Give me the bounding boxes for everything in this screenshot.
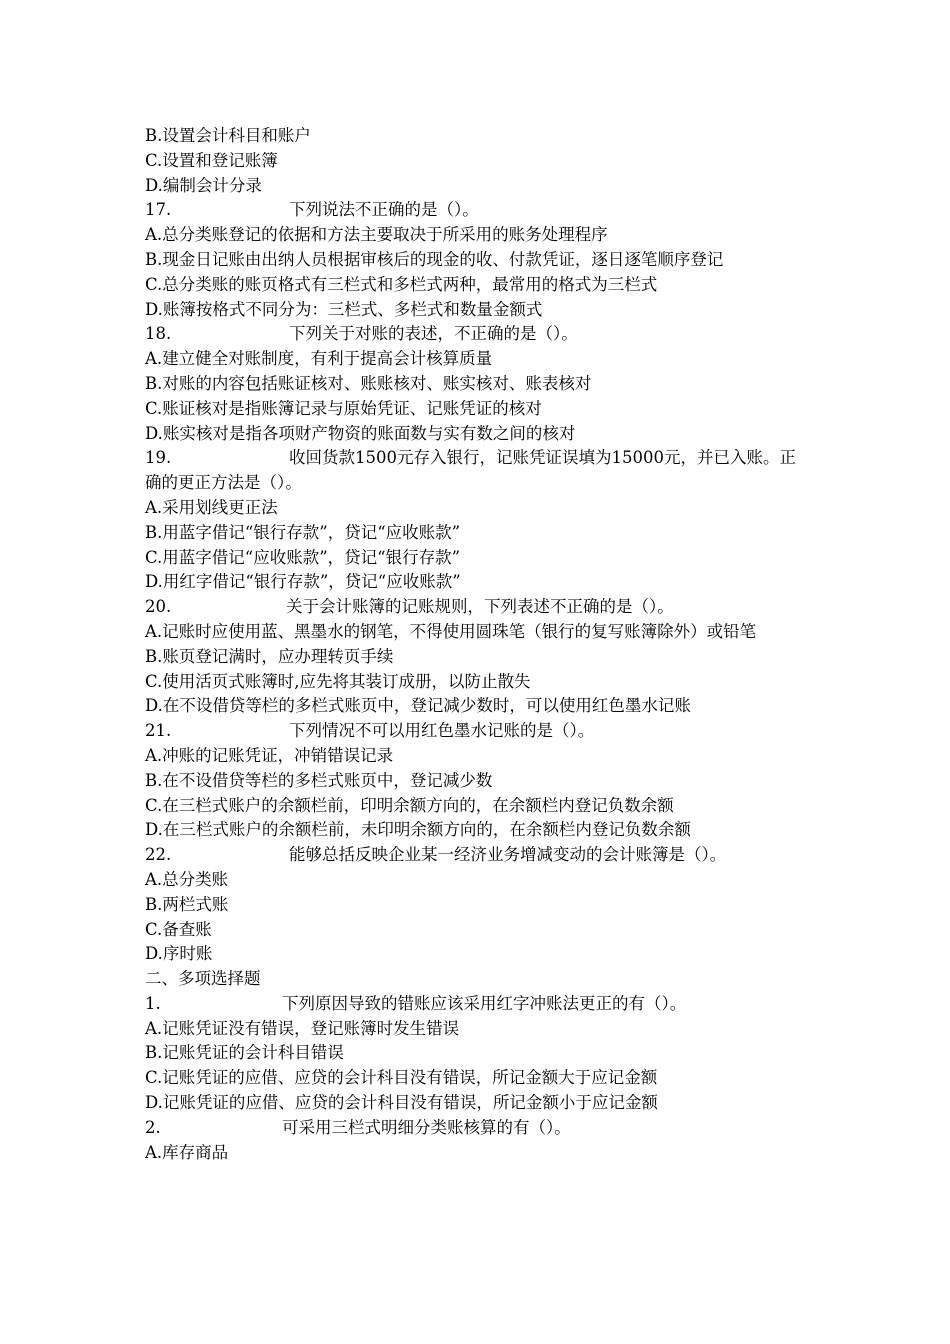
- question-text: 关于会计账簿的记账规则，下列表述不正确的是（）。: [286, 597, 674, 617]
- multi-question-2: [145, 1116, 810, 1141]
- section-heading-multiple-choice: 二、多项选择题: [145, 969, 261, 989]
- question-number: 19.: [145, 448, 172, 468]
- option-17-c: C.总分类账的账页格式有三栏式和多栏式两种，最常用的格式为三栏式: [145, 274, 658, 294]
- question-number: 17.: [145, 200, 172, 220]
- multi-option-1-b: B.记账凭证的会计科目错误: [145, 1043, 344, 1063]
- question-18: [145, 322, 810, 347]
- multi-option-2-a: A.库存商品: [145, 1142, 229, 1162]
- option-18-a: A.建立健全对账制度，有利于提高会计核算质量: [145, 349, 493, 369]
- question-number: 20.: [145, 597, 172, 617]
- multi-question-1: [145, 992, 810, 1017]
- option-21-b: B.在不设借贷等栏的多栏式账页中，登记减少数: [145, 770, 493, 790]
- option-18-c: C.账证核对是指账簿记录与原始凭证、记账凭证的核对: [145, 398, 542, 418]
- question-number: 2.: [145, 1117, 161, 1137]
- question-text: 能够总括反映企业某一经济业务增减变动的会计账簿是（）。: [289, 845, 727, 865]
- document-body: [145, 124, 810, 1165]
- option-17-a: A.总分类账登记的依据和方法主要取决于所采用的账务处理程序: [145, 225, 608, 245]
- option-19-a: A.采用划线更正法: [145, 497, 278, 517]
- option-16-c: C.设置和登记账簿: [145, 150, 278, 170]
- option-21-c: C.在三栏式账户的余额栏前，印明余额方向的，在余额栏内登记负数余额: [145, 795, 674, 815]
- question-text: 下列关于对账的表述，不正确的是（）。: [289, 324, 578, 344]
- option-22-a: A.总分类账: [145, 869, 229, 889]
- option-19-b: B.用蓝字借记“银行存款”，贷记“应收账款”: [145, 522, 461, 542]
- option-19-c: C.用蓝字借记“应收账款”，贷记“银行存款”: [145, 547, 461, 567]
- option-16-d: D.编制会计分录: [145, 175, 262, 195]
- question-17: [145, 198, 810, 223]
- option-20-b: B.账页登记满时，应办理转页手续: [145, 646, 394, 666]
- question-number: 21.: [145, 721, 172, 741]
- option-17-b: B.现金日记账由出纳人员根据审核后的现金的收、付款凭证，逐日逐笔顺序登记: [145, 249, 724, 269]
- option-20-c: C.使用活页式账簿时,应先将其装订成册，以防止散失: [145, 671, 531, 691]
- question-number: 22.: [145, 845, 172, 865]
- question-21: [145, 719, 810, 744]
- question-number: 1.: [145, 993, 161, 1013]
- option-22-b: B.两栏式账: [145, 894, 229, 914]
- option-22-d: D.序时账: [145, 944, 213, 964]
- question-number: 18.: [145, 324, 172, 344]
- multi-option-1-a: A.记账凭证没有错误，登记账簿时发生错误: [145, 1018, 460, 1038]
- question-text: 收回货款1500元存入银行，记账凭证误填为15000元，并已入账。正确的更正方法是（）。: [145, 448, 796, 493]
- option-20-a: A.记账时应使用蓝、黑墨水的钢笔，不得使用圆珠笔（银行的复写账簿除外）或铅笔: [145, 621, 757, 641]
- question-text: 下列说法不正确的是（）。: [289, 200, 479, 220]
- option-18-d: D.账实核对是指各项财产物资的账面数与实有数之间的核对: [145, 423, 576, 443]
- option-21-a: A.冲账的记账凭证，冲销错误记录: [145, 745, 394, 765]
- option-16-b: B.设置会计科目和账户: [145, 126, 311, 145]
- question-22: [145, 843, 810, 868]
- question-text: 下列情况不可以用红色墨水记账的是（）。: [289, 721, 595, 741]
- question-text: 可采用三栏式明细分类账核算的有（）。: [282, 1117, 571, 1137]
- option-21-d: D.在三栏式账户的余额栏前，未印明余额方向的，在余额栏内登记负数余额: [145, 820, 691, 840]
- multi-option-1-c: C.记账凭证的应借、应贷的会计科目没有错误，所记金额大于应记金额: [145, 1068, 658, 1088]
- question-19: [145, 446, 810, 496]
- option-18-b: B.对账的内容包括账证核对、账账核对、账实核对、账表核对: [145, 373, 592, 393]
- option-20-d: D.在不设借贷等栏的多栏式账页中，登记减少数时，可以使用红色墨水记账: [145, 696, 691, 716]
- option-19-d: D.用红字借记“银行存款”，贷记“应收账款”: [145, 572, 461, 592]
- question-text: 下列原因导致的错账应该采用红字冲账法更正的有（）。: [282, 993, 687, 1013]
- multi-option-1-d: D.记账凭证的应借、应贷的会计科目没有错误，所记金额小于应记金额: [145, 1093, 658, 1113]
- option-17-d: D.账簿按格式不同分为：三栏式、多栏式和数量金额式: [145, 299, 543, 319]
- option-22-c: C.备查账: [145, 919, 212, 939]
- question-20: [145, 595, 810, 620]
